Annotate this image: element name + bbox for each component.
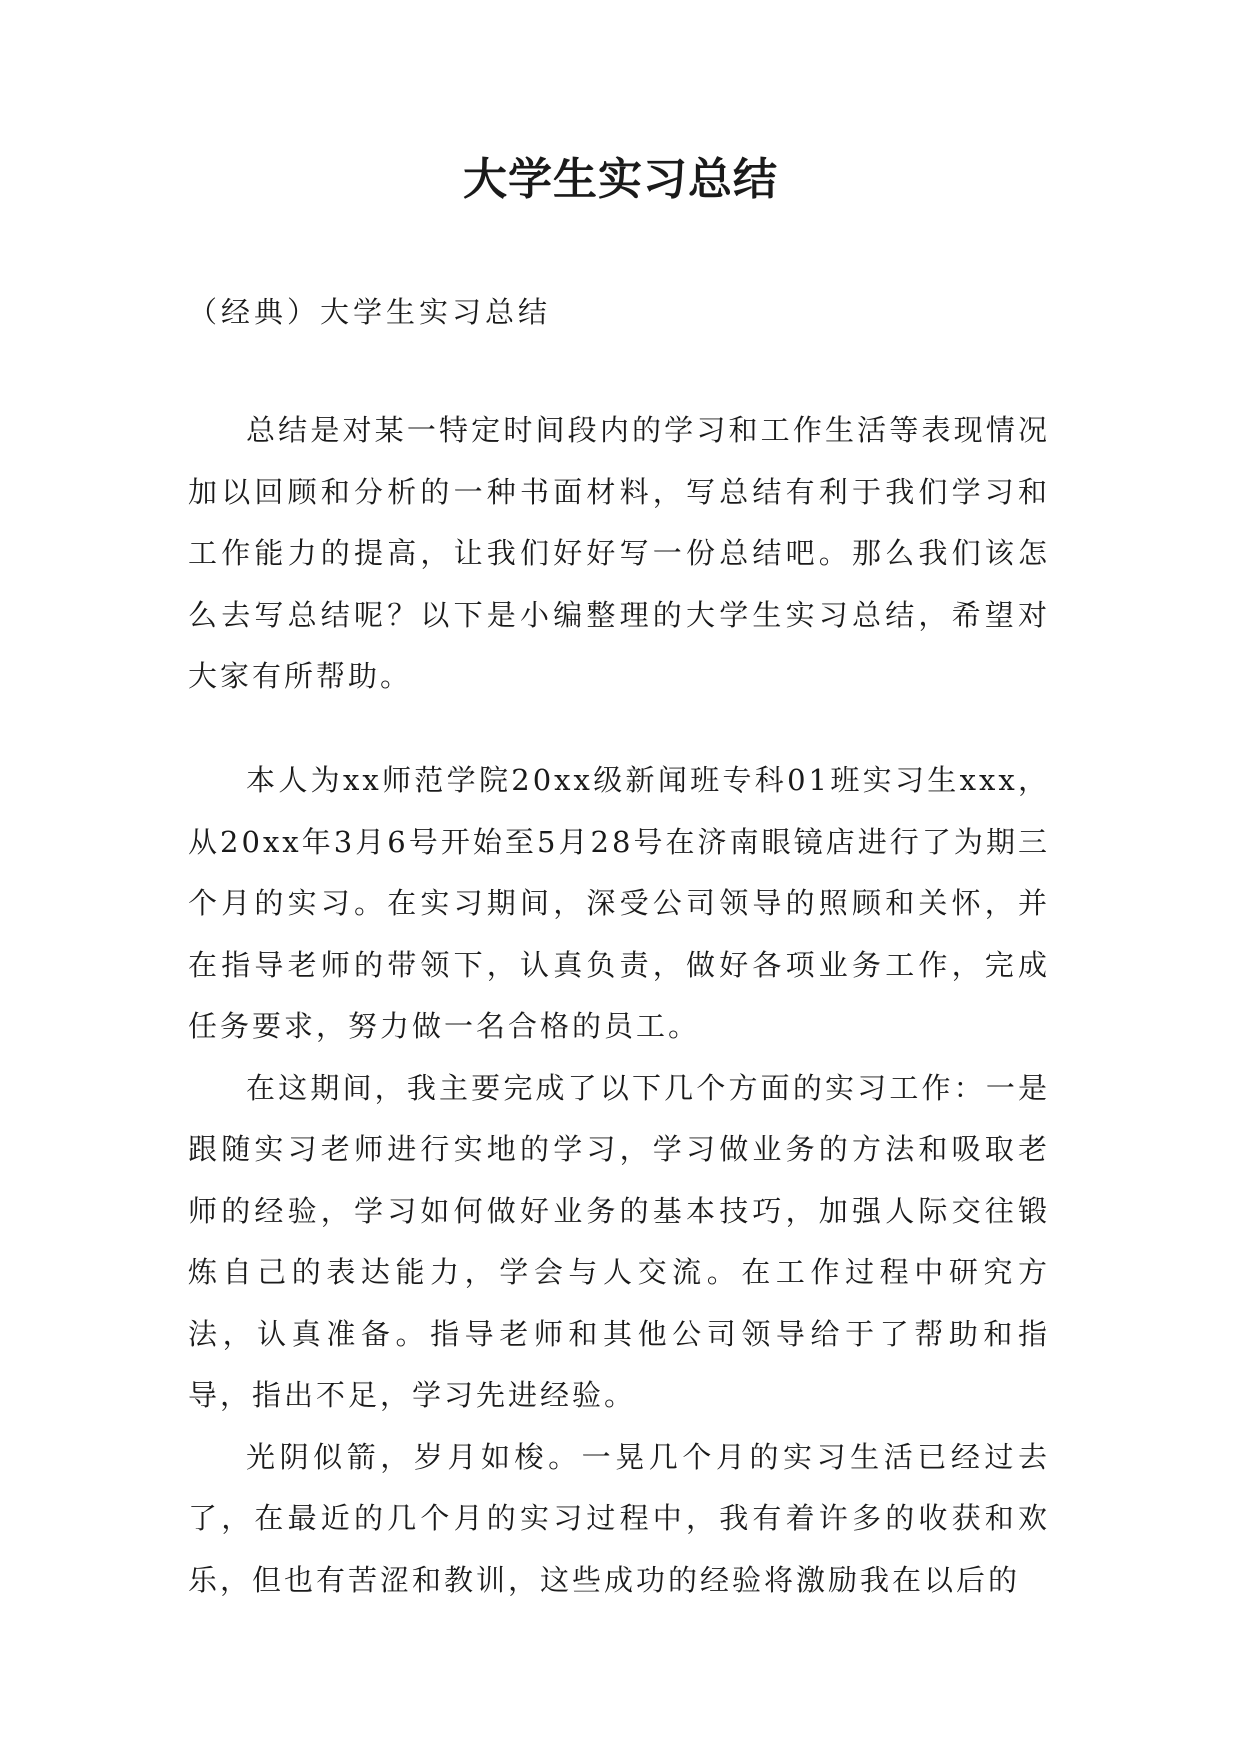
intro-section: [188, 400, 1050, 708]
main-body: [188, 750, 1050, 1611]
body-paragraph: 光阴似箭，岁月如梭。一晃几个月的实习生活已经过去了，在最近的几个月的实习过程中，我有着许多的收获和欢乐，但也有苦涩和教训，这些成功的经验将激励我在以后的: [188, 1439, 1050, 1597]
body-paragraph: 本人为xx师范学院20xx级新闻班专科01班实习生xxx，从20xx年3月6号开始至5月28号在济南眼镜店进行了为期三个月的实习。在实习期间，深受公司领导的照顾和关怀，并在指导老师的带领下，认真负责，做好各项业务工作，完成任务要求，努力做一名合格的员工。: [188, 763, 1050, 1043]
page-title: 大学生实习总结: [463, 154, 778, 205]
body-paragraph: 在这期间，我主要完成了以下几个方面的实习工作：一是跟随实习老师进行实地的学习，学习做业务的方法和吸取老师的经验，学习如何做好业务的基本技巧，加强人际交往锻炼自己的表达能力，学会与人交流。在工作过程中研究方法，认真准备。指导老师和其他公司领导给于了帮助和指导，指出不足，学习先进经验。: [188, 1070, 1050, 1412]
document-subtitle: （经典）大学生实习总结: [188, 295, 552, 329]
intro-paragraph: 总结是对某一特定时间段内的学习和工作生活等表现情况加以回顾和分析的一种书面材料，写总结有利于我们学习和工作能力的提高，让我们好好写一份总结吧。那么我们该怎么去写总结呢？以下是小编整理的大学生实习总结，希望对大家有所帮助。: [188, 413, 1050, 693]
